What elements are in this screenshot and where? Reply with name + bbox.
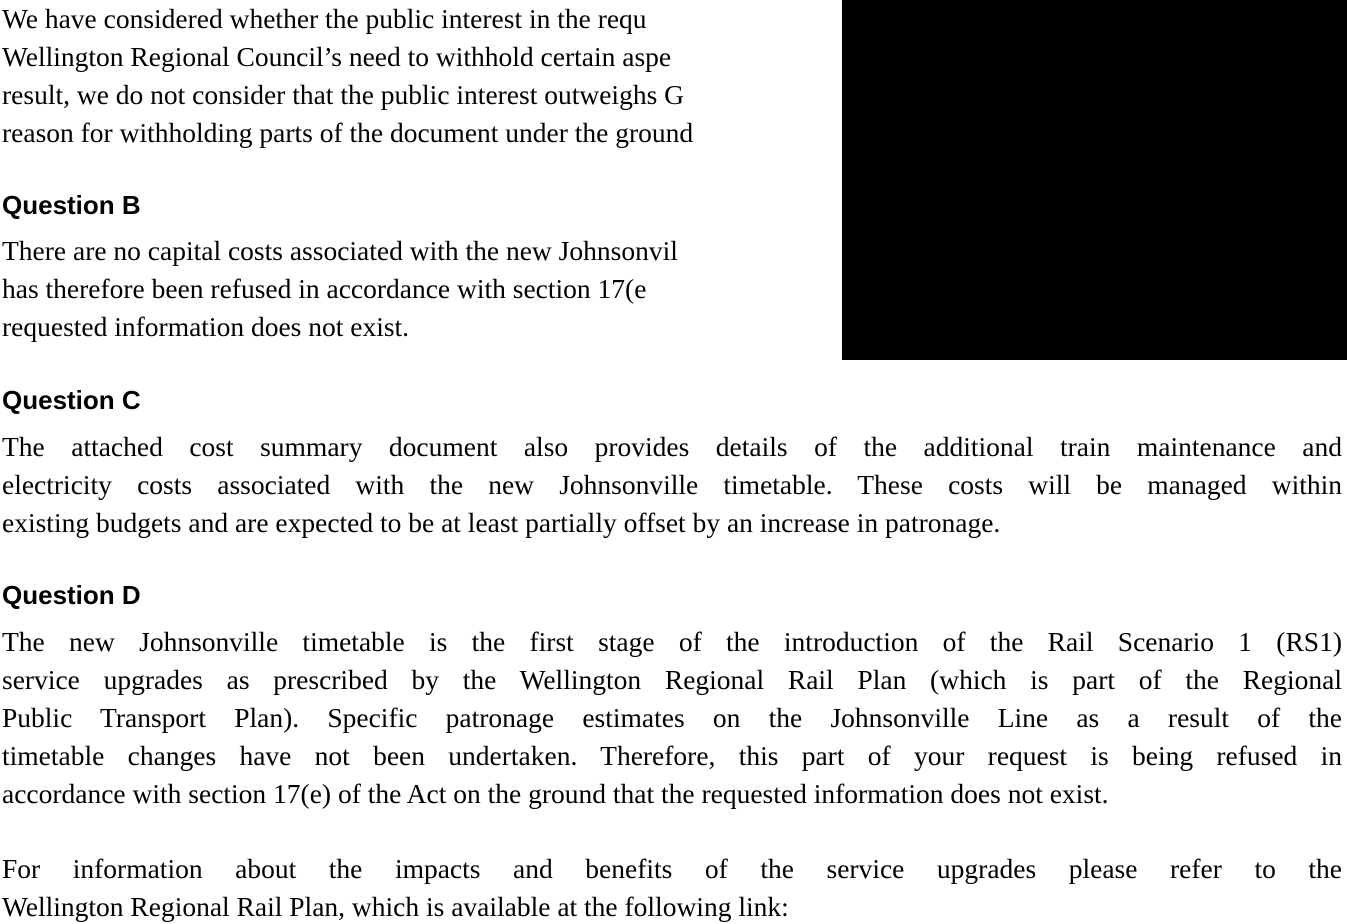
- question-d-heading: Question D: [2, 580, 141, 610]
- question-d-line: service upgrades as prescribed by the Wellington Regional Rail Plan (which is part of the Regional: [2, 664, 1342, 695]
- question-c-heading: Question C: [2, 385, 141, 415]
- question-b-heading: Question B: [2, 190, 141, 220]
- intro-line: Wellington Regional Council’s need to withhold certain aspe: [2, 41, 672, 72]
- closing-line: For information about the impacts and benefits of the service upgrades please refer to the: [2, 853, 1342, 884]
- intro-line: result, we do not consider that the public interest outweighs G: [2, 79, 685, 110]
- question-d-line: accordance with section 17(e) of the Act on the ground that the requested information does not exist.: [2, 778, 1109, 809]
- closing-paragraph: [2, 850, 1342, 924]
- question-d-line: The new Johnsonville timetable is the first stage of the introduction of the Rail Scenario 1 (RS1): [2, 626, 1342, 657]
- intro-line: We have considered whether the public interest in the requ: [2, 3, 647, 34]
- question-b-line: requested information does not exist.: [2, 311, 410, 342]
- question-c-paragraph: [2, 428, 1342, 542]
- question-d-line: Public Transport Plan). Specific patronage estimates on the Johnsonville Line as a result of the: [2, 702, 1342, 733]
- closing-line: Wellington Regional Rail Plan, which is available at the following link:: [2, 891, 789, 922]
- question-d-line: timetable changes have not been undertaken. Therefore, this part of your request is being refused in: [2, 740, 1342, 771]
- question-b-line: has therefore been refused in accordance with section 17(e: [2, 273, 647, 304]
- question-c-line: electricity costs associated with the new Johnsonville timetable. These costs will be managed within: [2, 469, 1342, 500]
- question-d-paragraph: [2, 623, 1342, 813]
- question-c-line: existing budgets and are expected to be at least partially offset by an increase in patronage.: [2, 507, 1001, 538]
- redaction-mask: [842, 0, 1347, 360]
- question-c-line: The attached cost summary document also provides details of the additional train maintenance and: [2, 431, 1342, 462]
- question-b-line: There are no capital costs associated with the new Johnsonvil: [2, 235, 678, 266]
- intro-line: reason for withholding parts of the document under the ground: [2, 117, 694, 148]
